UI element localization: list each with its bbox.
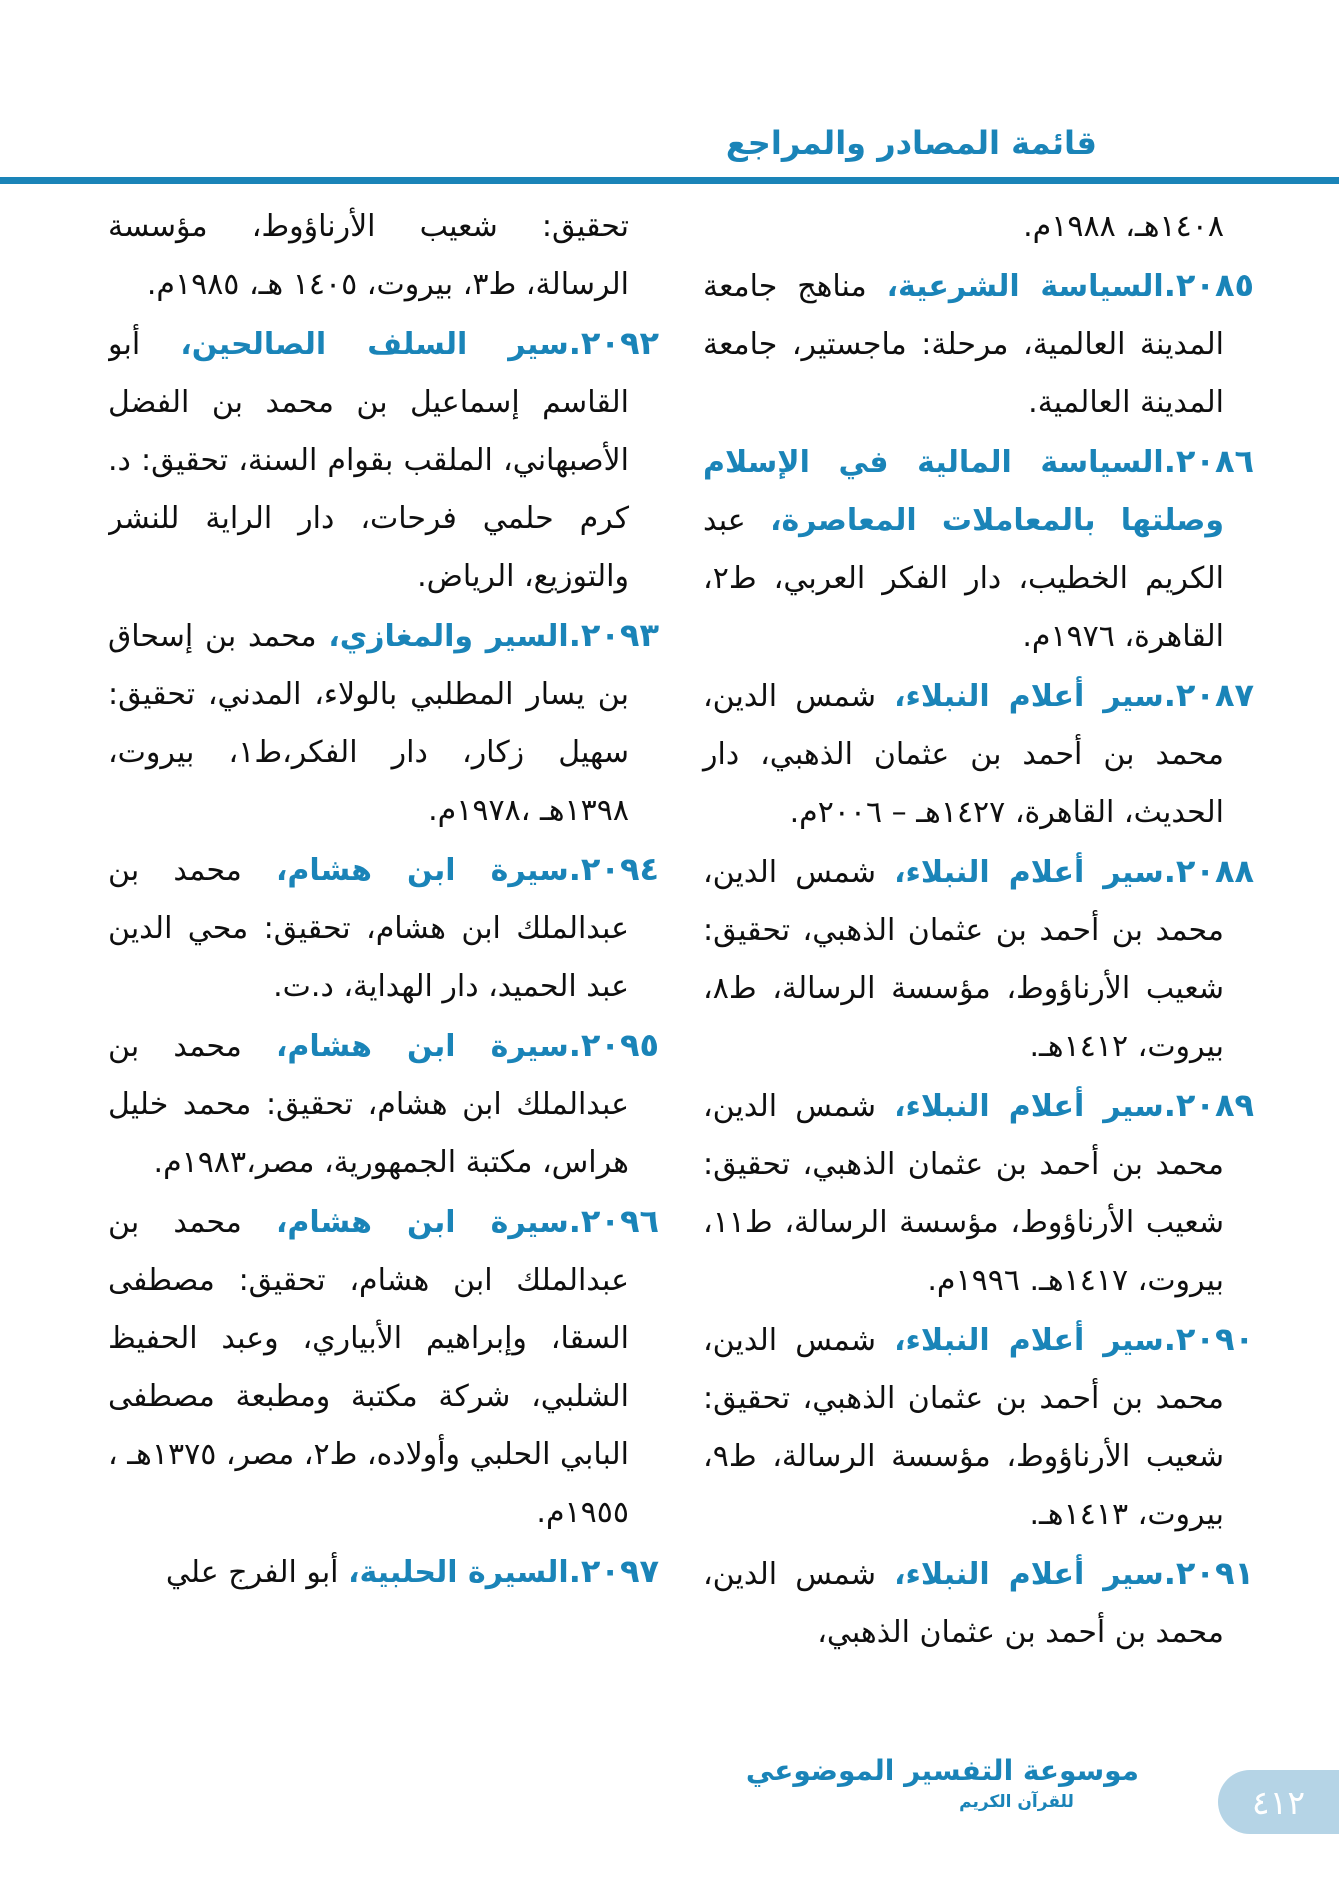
bib-entry-2096 <box>108 1192 659 1542</box>
bib-entry-continuation <box>108 198 659 314</box>
entry-title: سير أعلام النبلاء، <box>894 1557 1164 1592</box>
page-number: ٤١٢ <box>1251 1782 1306 1822</box>
bib-entry-2087 <box>703 666 1254 842</box>
entry-text: شمس الدين، محمد بن أحمد بن عثمان الذهبي، تحقيق: شعيب الأرناؤوط، مؤسسة الرسالة، ط١١، بيروت، ١٤١٧هـ. ١٩٩٦م. <box>703 1089 1224 1298</box>
bib-entry-2089 <box>703 1076 1254 1310</box>
entry-number: ٢٠٩٤. <box>568 850 660 888</box>
entry-title: سير السلف الصالحين، <box>180 327 569 362</box>
page-header-title: قائمة المصادر والمراجع <box>725 124 1097 162</box>
column-left <box>108 198 659 1758</box>
entry-title: سير أعلام النبلاء، <box>894 1323 1164 1358</box>
entry-title: سير أعلام النبلاء، <box>894 679 1164 714</box>
bib-entry-2085 <box>703 256 1254 432</box>
entry-number: ٢٠٩٠. <box>1163 1320 1254 1358</box>
entry-title: سيرة ابن هشام، <box>276 1205 569 1240</box>
entry-number: ٢٠٩٥. <box>568 1026 660 1064</box>
bib-entry-continuation <box>703 198 1254 256</box>
entry-number: ٢٠٩٧. <box>568 1552 659 1590</box>
entry-text: أبو القاسم إسماعيل بن محمد بن الفضل الأصبهاني، الملقب بقوام السنة، تحقيق: د. كرم حلمي فرحات، دار الراية للنشر والتوزيع، الرياض. <box>108 327 629 594</box>
page-number-badge <box>1218 1770 1339 1834</box>
entry-title: سيرة ابن هشام، <box>276 1029 569 1064</box>
entry-text: محمد بن عبدالملك ابن هشام، تحقيق: محمد خليل هراس، مكتبة الجمهورية، مصر،١٩٨٣م. <box>108 1029 629 1180</box>
entry-title: سير أعلام النبلاء، <box>894 855 1164 890</box>
bib-entry-2095 <box>108 1016 659 1192</box>
publisher-logo-subtitle: للقرآن الكريم <box>959 1792 1074 1812</box>
entry-title: السياسة المالية في الإسلام وصلتها بالمعاملات المعاصرة، <box>703 445 1224 538</box>
entry-text: مناهج جامعة المدينة العالمية، مرحلة: ماجستير، جامعة المدينة العالمية. <box>703 269 1224 420</box>
entry-text: محمد بن عبدالملك ابن هشام، تحقيق: محي الدين عبد الحميد، دار الهداية، د.ت. <box>108 853 629 1004</box>
entry-text: محمد بن عبدالملك ابن هشام، تحقيق: مصطفى السقا، وإبراهيم الأبياري، وعبد الحفيظ الشلبي، شركة مكتبة ومطبعة مصطفى البابي الحلبي وأولاده، ط٢، مصر، ١٣٧٥هـ ، ١٩٥٥م. <box>108 1205 630 1530</box>
entry-title: سير أعلام النبلاء، <box>894 1089 1164 1124</box>
bib-entry-2090 <box>703 1310 1254 1544</box>
entry-title: السير والمغازي، <box>328 619 569 654</box>
column-right <box>703 198 1254 1758</box>
entry-number: ٢٠٨٧. <box>1163 676 1254 714</box>
entry-title: سيرة ابن هشام، <box>276 853 569 888</box>
entry-text: أبو الفرج علي <box>165 1555 339 1590</box>
bib-entry-2086 <box>703 432 1254 666</box>
entry-number: ٢٠٩٢. <box>568 324 659 362</box>
entry-text: شمس الدين، محمد بن أحمد بن عثمان الذهبي، تحقيق: شعيب الأرناؤوط، مؤسسة الرسالة، ط٩، بيروت، ١٤١٣هـ. <box>703 1323 1224 1532</box>
publisher-logo <box>745 1752 1139 1814</box>
bibliography-columns <box>108 198 1254 1758</box>
entry-number: ٢٠٨٨. <box>1163 852 1254 890</box>
bib-entry-2097 <box>108 1542 659 1602</box>
bib-entry-2092 <box>108 314 659 606</box>
entry-text: شمس الدين، محمد بن أحمد بن عثمان الذهبي، دار الحديث، القاهرة، ١٤٢٧هـ – ٢٠٠٦م. <box>703 679 1224 830</box>
entry-text: ١٤٠٨هـ، ١٩٨٨م. <box>1023 209 1224 244</box>
bib-entry-2091 <box>703 1544 1254 1662</box>
entry-number: ٢٠٨٩. <box>1163 1086 1254 1124</box>
entry-title: السيرة الحلبية، <box>348 1555 569 1590</box>
entry-number: ٢٠٩٦. <box>568 1202 660 1240</box>
entry-text: شمس الدين، محمد بن أحمد بن عثمان الذهبي، تحقيق: شعيب الأرناؤوط، مؤسسة الرسالة، ط٨، بيروت، ١٤١٢هـ. <box>703 855 1224 1064</box>
entry-text: تحقيق: شعيب الأرناؤوط، مؤسسة الرسالة، ط٣، بيروت، ١٤٠٥ هـ، ١٩٨٥م. <box>108 209 629 302</box>
entry-text: عبد الكريم الخطيب، دار الفكر العربي، ط٢، القاهرة، ١٩٧٦م. <box>703 503 1224 654</box>
bib-entry-2093 <box>108 606 659 840</box>
entry-number: ٢٠٩٣. <box>568 616 659 654</box>
entry-text: محمد بن إسحاق بن يسار المطلبي بالولاء، المدني، تحقيق: سهيل زكار، دار الفكر،ط١، بيروت، ١٣٩٨هـ ،١٩٧٨م. <box>108 619 629 828</box>
entry-number: ٢٠٨٦. <box>1163 442 1254 480</box>
header-divider-rule <box>0 177 1339 184</box>
publisher-logo-title: موسوعة التفسير الموضوعي <box>745 1754 1139 1787</box>
entry-number: ٢٠٩١. <box>1163 1554 1254 1592</box>
entry-text: شمس الدين، محمد بن أحمد بن عثمان الذهبي، <box>703 1557 1224 1650</box>
entry-number: ٢٠٨٥. <box>1163 266 1254 304</box>
bib-entry-2088 <box>703 842 1254 1076</box>
entry-title: السياسة الشرعية، <box>886 269 1164 304</box>
bib-entry-2094 <box>108 840 659 1016</box>
